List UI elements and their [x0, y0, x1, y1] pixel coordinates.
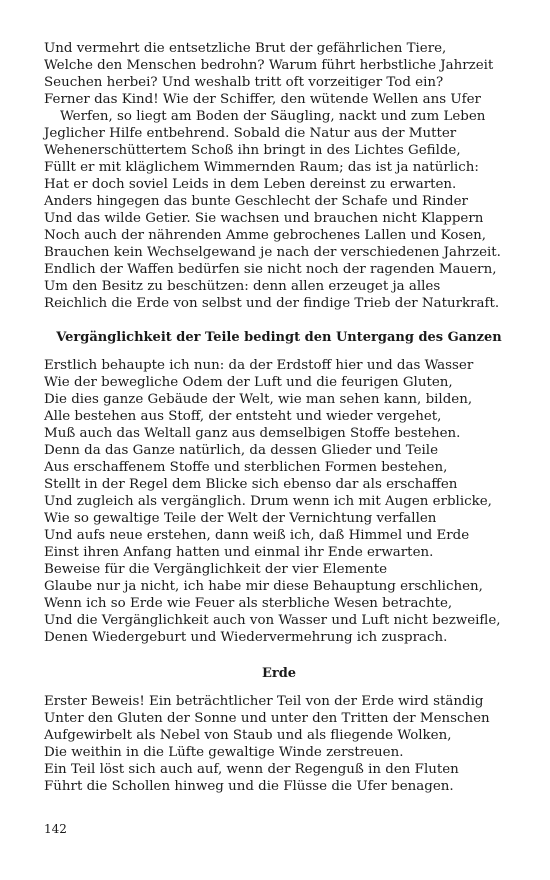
- verse-line: Denn da das Ganze natürlich, da dessen Glieder und Teile: [44, 443, 438, 458]
- verse-line: Unter den Gluten der Sonne und unter den Tritten der Menschen: [44, 711, 490, 726]
- verse-line: Und die Vergänglichkeit auch von Wasser und Luft nicht bezweifle,: [44, 613, 501, 628]
- verse-line: Glaube nur ja nicht, ich habe mir diese Behauptung erschlichen,: [44, 579, 483, 594]
- verse-line: Führt die Schollen hinweg und die Flüsse die Ufer benagen.: [44, 779, 454, 794]
- verse-line: Wenn ich so Erde wie Feuer als sterbliche Wesen betrachte,: [44, 596, 453, 611]
- verse-line: Noch auch der nährenden Amme gebrochenes Lallen und Kosen,: [44, 228, 487, 243]
- verse-line: Alle bestehen aus Stoff, der entsteht und wieder vergehet,: [44, 409, 442, 424]
- verse-line: Und zugleich als vergänglich. Drum wenn ich mit Augen erblicke,: [44, 494, 492, 509]
- verse-line: Muß auch das Weltall ganz aus demselbigen Stoffe bestehen.: [44, 426, 461, 441]
- verse-line: Reichlich die Erde von selbst und der findige Trieb der Naturkraft.: [44, 296, 500, 311]
- verse-line: Brauchen kein Wechselgewand je nach der verschiedenen Jahrzeit.: [44, 245, 501, 260]
- verse-line: Jeglicher Hilfe entbehrend. Sobald die Natur aus der Mutter: [44, 126, 457, 141]
- verse-line: Endlich der Waffen bedürfen sie nicht noch der ragenden Mauern,: [44, 262, 497, 277]
- verse-line: Denen Wiedergeburt und Wiedervermehrung ich zusprach.: [44, 630, 448, 645]
- verse-line: Werfen, so liegt am Boden der Säugling, nackt und zum Leben: [60, 109, 486, 124]
- verse-line: Um den Besitz zu beschützen: denn allen erzeuget ja alles: [44, 279, 441, 294]
- text-block-1: [44, 40, 514, 312]
- verse-line: Einst ihren Anfang hatten und einmal ihr Ende erwarten.: [44, 545, 434, 560]
- text-block-2: [44, 357, 514, 646]
- verse-line: Welche den Menschen bedrohn? Warum führt herbstliche Jahrzeit: [44, 58, 494, 73]
- verse-line: Ferner das Kind! Wie der Schiffer, den wütende Wellen ans Ufer: [44, 92, 481, 107]
- verse-line: Wie so gewaltige Teile der Welt der Vernichtung verfallen: [44, 511, 437, 526]
- verse-line: Wie der bewegliche Odem der Luft und die feurigen Gluten,: [44, 375, 453, 390]
- verse-line: Ein Teil löst sich auch auf, wenn der Regenguß in den Fluten: [44, 762, 459, 777]
- verse-line: Wehenerschüttertem Schoß ihn bringt in des Lichtes Gefilde,: [44, 143, 461, 158]
- verse-line: Erstlich behaupte ich nun: da der Erdstoff hier und das Wasser: [44, 358, 474, 373]
- verse-line: Hat er doch soviel Leids in dem Leben dereinst zu erwarten.: [44, 177, 457, 192]
- verse-line: Aufgewirbelt als Nebel von Staub und als fliegende Wolken,: [44, 728, 452, 743]
- verse-line: Und aufs neue erstehen, dann weiß ich, daß Himmel und Erde: [44, 528, 470, 543]
- verse-line: Seuchen herbei? Und weshalb tritt oft vorzeitiger Tod ein?: [44, 75, 444, 90]
- verse-line: Und vermehrt die entsetzliche Brut der gefährlichen Tiere,: [44, 41, 447, 56]
- verse-line: Beweise für die Vergänglichkeit der vier Elemente: [44, 562, 388, 577]
- verse-line: Stellt in der Regel dem Blicke sich ebenso dar als erschaffen: [44, 477, 458, 492]
- verse-line: Aus erschaffenem Stoffe und sterblichen Formen bestehen,: [44, 460, 448, 475]
- verse-line: Die dies ganze Gebäude der Welt, wie man sehen kann, bilden,: [44, 392, 473, 407]
- verse-line: Und das wilde Getier. Sie wachsen und brauchen nicht Klappern: [44, 211, 484, 226]
- verse-line: Anders hingegen das bunte Geschlecht der Schafe und Rinder: [44, 194, 468, 209]
- verse-line: Füllt er mit kläglichem Wimmernden Raum; das ist ja natürlich:: [44, 160, 479, 175]
- verse-line: Erster Beweis! Ein beträchtlicher Teil von der Erde wird ständig: [44, 694, 484, 709]
- section-heading: Erde: [261, 666, 297, 681]
- text-block-3: [44, 693, 514, 795]
- section-heading: Vergänglichkeit der Teile bedingt den Untergang des Ganzen: [56, 330, 502, 345]
- page-body: [44, 40, 514, 795]
- page-number: 142: [44, 822, 67, 836]
- verse-line: Die weithin in die Lüfte gewaltige Winde zerstreuen.: [44, 745, 404, 760]
